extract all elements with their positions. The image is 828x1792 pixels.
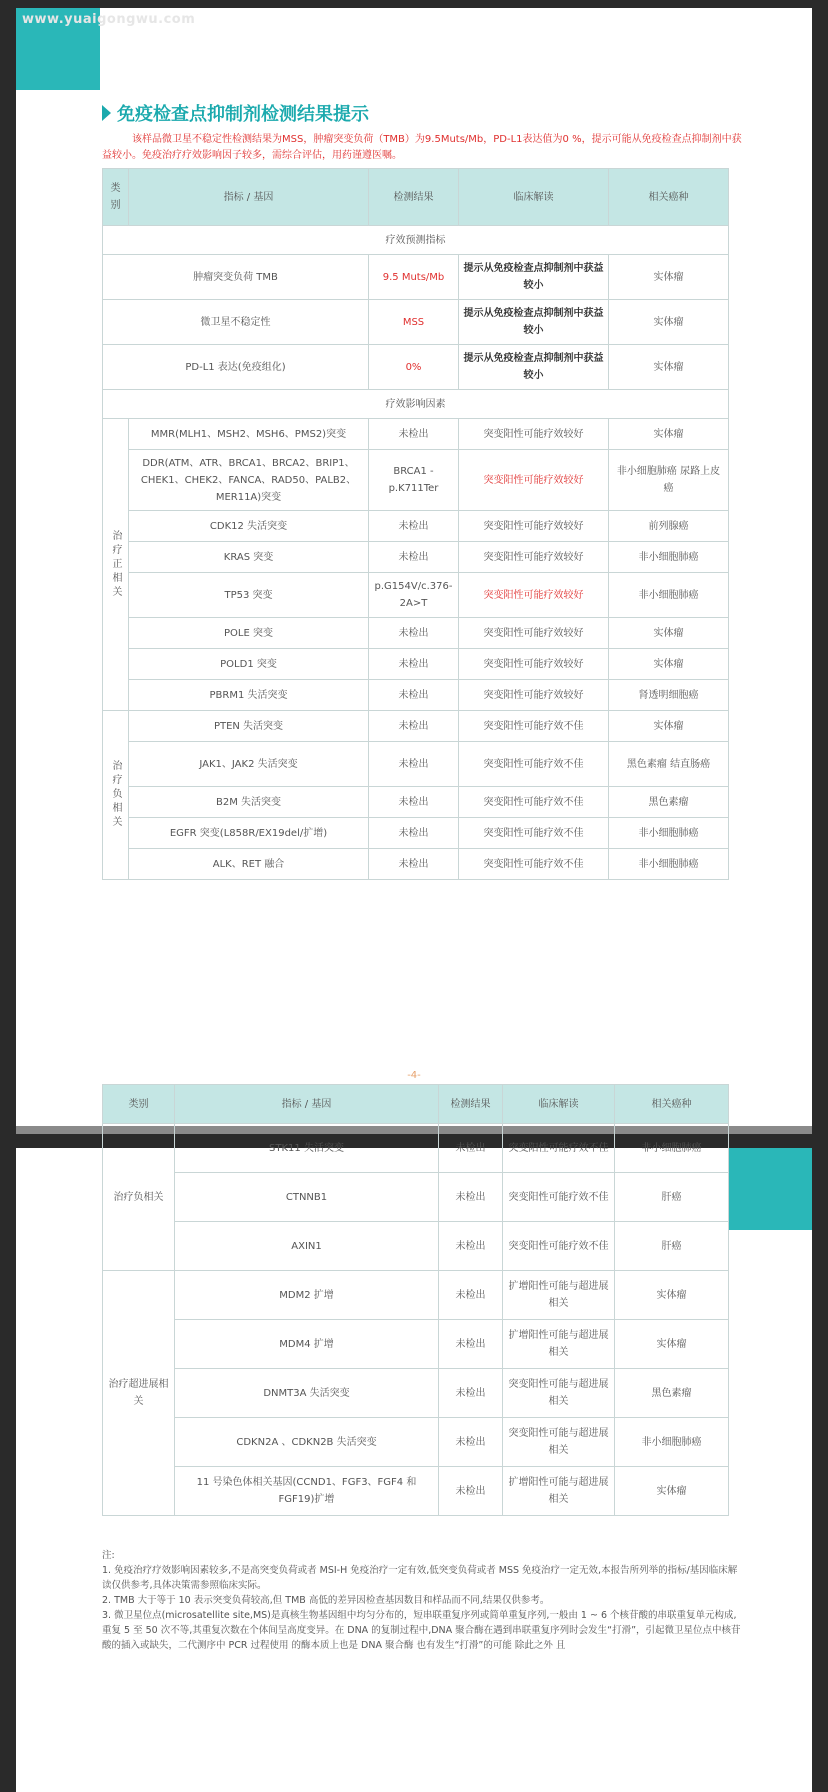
indicator-cell: KRAS 突变: [129, 542, 369, 573]
table-row: [103, 1222, 729, 1271]
result-cell: 未检出: [369, 711, 459, 742]
cancer-cell: 黑色素瘤: [615, 1369, 729, 1418]
result-cell: 0%: [369, 345, 459, 390]
interpretation-cell: 提示从免疫检查点抑制剂中获益较小: [459, 255, 609, 300]
indicator-cell: CTNNB1: [175, 1173, 439, 1222]
interpretation-cell: 扩增阳性可能与超进展相关: [503, 1271, 615, 1320]
result-cell: 未检出: [369, 787, 459, 818]
cancer-cell: 实体瘤: [609, 345, 729, 390]
table-row: [103, 573, 729, 618]
table-row: [103, 742, 729, 787]
cancer-cell: 肝癌: [615, 1222, 729, 1271]
notes-title: 注:: [102, 1550, 115, 1561]
cancer-cell: 黑色素瘤: [609, 787, 729, 818]
indicator-cell: MDM4 扩增: [175, 1320, 439, 1369]
interpretation-cell: 突变阳性可能疗效较好: [459, 419, 609, 450]
interpretation-cell: 突变阳性可能疗效较好: [459, 680, 609, 711]
cancer-cell: 非小细胞肺癌: [609, 542, 729, 573]
table-row: [103, 680, 729, 711]
cancer-cell: 非小细胞肺癌: [609, 849, 729, 880]
result-summary: 该样品微卫星不稳定性检测结果为MSS，肿瘤突变负荷（TMB）为9.5Muts/Mb，PD-L1表达值为0 %，提示可能从免疫检查点抑制剂中获益较小。免疫治疗疗效影响因子较多，需综合评估，用药谨遵医嘱。: [102, 134, 742, 161]
results-table: [102, 168, 729, 880]
indicator-cell: ALK、RET 融合: [129, 849, 369, 880]
interpretation-cell: 突变阳性可能疗效较好: [459, 511, 609, 542]
result-cell: 未检出: [369, 680, 459, 711]
table-row: [103, 345, 729, 390]
indicator-cell: TP53 突变: [129, 573, 369, 618]
result-cell: 9.5 Muts/Mb: [369, 255, 459, 300]
table-row: [103, 542, 729, 573]
table-row: [103, 1124, 729, 1173]
result-cell: 未检出: [369, 511, 459, 542]
result-cell: 未检出: [369, 818, 459, 849]
result-cell: p.G154V/c.376-2A>T: [369, 573, 459, 618]
note-item: 1. 免疫治疗疗效影响因素较多,不是高突变负荷或者 MSI-H 免疫治疗一定有效,低突变负荷或者 MSS 免疫治疗一定无效,本报告所列举的指标/基因临床解读仅供参考,具体决策需参照临床实际。: [102, 1565, 738, 1591]
result-cell: 未检出: [369, 742, 459, 787]
indicator-cell: MDM2 扩增: [175, 1271, 439, 1320]
table-row: [103, 818, 729, 849]
section-label: 疗效预测指标: [103, 226, 729, 255]
table-row: [103, 1467, 729, 1516]
indicator-cell: 微卫星不稳定性: [103, 300, 369, 345]
result-cell: 未检出: [369, 419, 459, 450]
table-header-row: [103, 1085, 729, 1124]
indicator-cell: 肿瘤突变负荷 TMB: [103, 255, 369, 300]
table-row: [103, 618, 729, 649]
notes-block: [102, 1548, 742, 1653]
table-row: [103, 1320, 729, 1369]
header-category: 类别: [103, 169, 129, 226]
triangle-bullet-icon: [102, 105, 111, 121]
interpretation-cell: 扩增阳性可能与超进展相关: [503, 1467, 615, 1516]
cancer-cell: 黑色素瘤 结直肠癌: [609, 742, 729, 787]
cancer-cell: 实体瘤: [615, 1467, 729, 1516]
cancer-cell: 肾透明细胞癌: [609, 680, 729, 711]
corner-accent: [728, 1148, 812, 1230]
indicator-cell: EGFR 突变(L858R/EX19del/扩增): [129, 818, 369, 849]
indicator-cell: DDR(ATM、ATR、BRCA1、BRCA2、BRIP1、CHEK1、CHEK2、FANCA、RAD50、PALB2、MER11A)突变: [129, 450, 369, 511]
cancer-cell: 非小细胞肺癌: [609, 818, 729, 849]
interpretation-cell: 突变阳性可能疗效不佳: [459, 849, 609, 880]
interpretation-cell: 扩增阳性可能与超进展相关: [503, 1320, 615, 1369]
result-cell: 未检出: [439, 1173, 503, 1222]
header-indicator: 指标 / 基因: [175, 1085, 439, 1124]
result-cell: 未检出: [439, 1369, 503, 1418]
table-row: [103, 300, 729, 345]
result-cell: 未检出: [439, 1222, 503, 1271]
cancer-cell: 实体瘤: [609, 255, 729, 300]
indicator-cell: PD-L1 表达(免疫组化): [103, 345, 369, 390]
indicator-cell: MMR(MLH1、MSH2、MSH6、PMS2)突变: [129, 419, 369, 450]
interpretation-cell: 突变阳性可能疗效较好: [459, 649, 609, 680]
note-item: 3. 微卫星位点(microsatellite site,MS)是真核生物基因组中均匀分布的，短串联重复序列或简单重复序列,一般由 1 ~ 6 个核苷酸的串联重复单元构成,重复 5 至 50 次不等,其重复次数在个体间呈高度变异。在 DNA 的复制过程中,DNA 聚合酶在遇到串联重复序列时会发生“打滑”，引起微卫星位点中核苷酸的插入或缺失，二代测序中 PCR 过程使用 的酶本质上也是 DNA 聚合酶 也有发生“打滑”的可能 除此之外 且: [102, 1610, 741, 1651]
indicator-cell: POLE 突变: [129, 618, 369, 649]
result-cell: 未检出: [369, 542, 459, 573]
table-row: [103, 1271, 729, 1320]
header-category: 类别: [103, 1085, 175, 1124]
result-cell: 未检出: [439, 1271, 503, 1320]
page-number: -4-: [407, 1070, 421, 1081]
table-header-row: [103, 169, 729, 226]
cancer-cell: 非小细胞肺癌: [615, 1124, 729, 1173]
header-result: 检测结果: [369, 169, 459, 226]
cancer-cell: 实体瘤: [609, 419, 729, 450]
result-cell: 未检出: [369, 649, 459, 680]
cancer-cell: 实体瘤: [609, 618, 729, 649]
indicator-cell: PTEN 失活突变: [129, 711, 369, 742]
interpretation-cell: 突变阳性可能疗效较好: [459, 573, 609, 618]
cancer-cell: 非小细胞肺癌: [609, 573, 729, 618]
header-indicator: 指标 / 基因: [129, 169, 369, 226]
results-table-continued: [102, 1084, 729, 1516]
indicator-cell: AXIN1: [175, 1222, 439, 1271]
interpretation-cell: 突变阳性可能疗效较好: [459, 618, 609, 649]
report-page-1: [16, 8, 812, 1126]
result-cell: 未检出: [439, 1320, 503, 1369]
interpretation-cell: 突变阳性可能疗效不佳: [503, 1173, 615, 1222]
category-cell: 治疗负相关: [103, 1124, 175, 1271]
interpretation-cell: 提示从免疫检查点抑制剂中获益较小: [459, 300, 609, 345]
table-row: [103, 711, 729, 742]
table-row: [103, 419, 729, 450]
header-interpretation: 临床解读: [503, 1085, 615, 1124]
result-cell: 未检出: [439, 1124, 503, 1173]
watermark: www.yuaigongwu.com: [22, 12, 196, 27]
cancer-cell: 实体瘤: [615, 1320, 729, 1369]
interpretation-cell: 突变阳性可能疗效不佳: [459, 787, 609, 818]
indicator-cell: JAK1、JAK2 失活突变: [129, 742, 369, 787]
interpretation-cell: 突变阳性可能疗效较好: [459, 450, 609, 511]
interpretation-cell: 突变阳性可能与超进展相关: [503, 1369, 615, 1418]
cancer-cell: 实体瘤: [615, 1271, 729, 1320]
table-row: [103, 1173, 729, 1222]
indicator-cell: DNMT3A 失活突变: [175, 1369, 439, 1418]
interpretation-cell: 提示从免疫检查点抑制剂中获益较小: [459, 345, 609, 390]
interpretation-cell: 突变阳性可能疗效不佳: [459, 742, 609, 787]
interpretation-cell: 突变阳性可能疗效较好: [459, 542, 609, 573]
table-row: [103, 511, 729, 542]
cancer-cell: 实体瘤: [609, 300, 729, 345]
result-cell: 未检出: [369, 849, 459, 880]
interpretation-cell: 突变阳性可能疗效不佳: [459, 711, 609, 742]
indicator-cell: STK11 失活突变: [175, 1124, 439, 1173]
header-result: 检测结果: [439, 1085, 503, 1124]
indicator-cell: 11 号染色体相关基因(CCND1、FGF3、FGF4 和 FGF19)扩增: [175, 1467, 439, 1516]
indicator-cell: PBRM1 失活突变: [129, 680, 369, 711]
section-row: [103, 390, 729, 419]
table-row: [103, 1418, 729, 1467]
section-row: [103, 226, 729, 255]
table-row: [103, 649, 729, 680]
cancer-cell: 非小细胞肺癌 尿路上皮癌: [609, 450, 729, 511]
header-cancer: 相关癌种: [609, 169, 729, 226]
header-cancer: 相关癌种: [615, 1085, 729, 1124]
table-row: [103, 450, 729, 511]
result-cell: 未检出: [369, 618, 459, 649]
indicator-cell: B2M 失活突变: [129, 787, 369, 818]
result-cell: 未检出: [439, 1467, 503, 1516]
cancer-cell: 肝癌: [615, 1173, 729, 1222]
category-cell: 治疗负相关: [103, 711, 129, 880]
table-row: [103, 787, 729, 818]
note-item: 2. TMB 大于等于 10 表示突变负荷较高,但 TMB 高低的差异因检查基因数目和样品而不同,结果仅供参考。: [102, 1595, 550, 1606]
table-row: [103, 849, 729, 880]
interpretation-cell: 突变阳性可能疗效不佳: [503, 1222, 615, 1271]
indicator-cell: CDK12 失活突变: [129, 511, 369, 542]
category-cell: 治疗超进展相关: [103, 1271, 175, 1516]
section-title: [102, 100, 369, 126]
result-cell: MSS: [369, 300, 459, 345]
section-title-text: 免疫检查点抑制剂检测结果提示: [117, 104, 369, 125]
indicator-cell: POLD1 突变: [129, 649, 369, 680]
cancer-cell: 实体瘤: [609, 711, 729, 742]
interpretation-cell: 突变阳性可能与超进展相关: [503, 1418, 615, 1467]
interpretation-cell: 突变阳性可能疗效不佳: [503, 1124, 615, 1173]
section-label: 疗效影响因素: [103, 390, 729, 419]
cancer-cell: 实体瘤: [609, 649, 729, 680]
result-cell: BRCA1 -p.K711Ter: [369, 450, 459, 511]
indicator-cell: CDKN2A 、CDKN2B 失活突变: [175, 1418, 439, 1467]
table-row: [103, 255, 729, 300]
cancer-cell: 前列腺癌: [609, 511, 729, 542]
table-row: [103, 1369, 729, 1418]
interpretation-cell: 突变阳性可能疗效不佳: [459, 818, 609, 849]
header-interpretation: 临床解读: [459, 169, 609, 226]
cancer-cell: 非小细胞肺癌: [615, 1418, 729, 1467]
result-cell: 未检出: [439, 1418, 503, 1467]
category-cell: 治疗正相关: [103, 419, 129, 711]
